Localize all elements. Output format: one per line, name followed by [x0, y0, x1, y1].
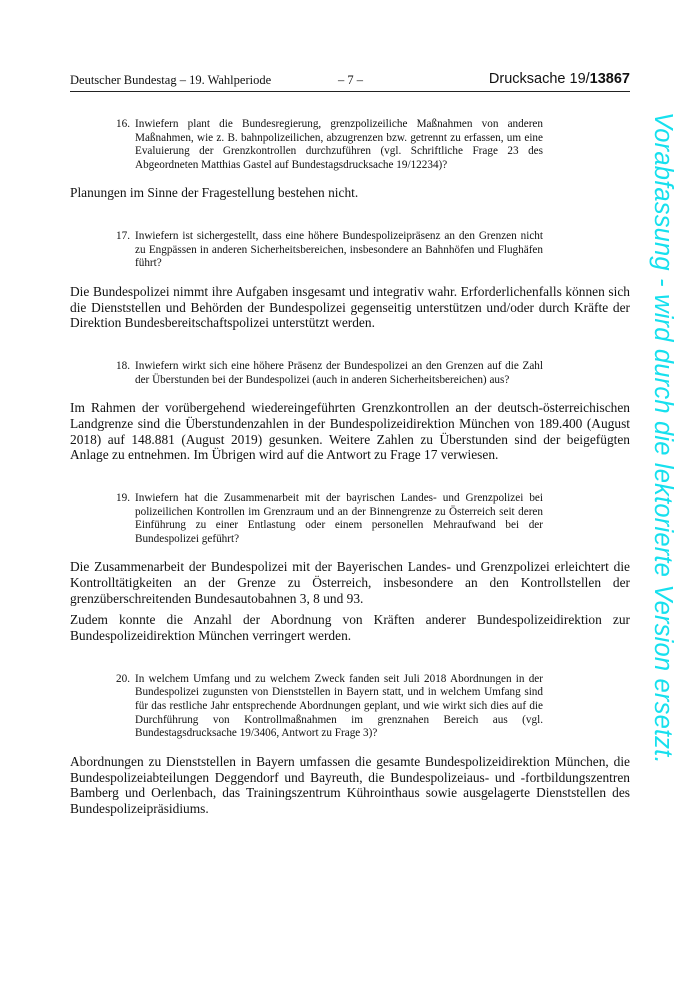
question-text: Inwiefern ist sichergestellt, dass eine höhere Bundespolizeipräsenz an den Grenzen nicht zu Engpässen in anderen Sicherheitsbereichen, insbesondere an Bahnhöfen und Flughäfen führt? — [135, 230, 543, 270]
draft-watermark: Vorabfassung - wird durch die lektorierte Version ersetzt. — [649, 112, 677, 764]
question-text: Inwiefern plant die Bundesregierung, grenzpolizeiliche Maßnahmen von anderen Maßnahmen, wie z. B. bahnpolizeilichen, abzugrenzen bzw. getrennt zu erfassen, um eine Evaluierung der Grenzkontrollen durchzuführen (vgl. Schriftliche Frage 23 des Abgeordneten Matthias Gastel auf Bundestagsdrucksache 19/12234)? — [135, 118, 543, 171]
answer-paragraph: Planungen im Sinne der Fragestellung bestehen nicht. — [70, 185, 359, 201]
document-number-prefix: 19/ — [569, 71, 590, 87]
question-19 — [116, 492, 543, 546]
question-20 — [116, 673, 543, 741]
answer-paragraph: Zudem konnte die Anzahl der Abordnung von Kräften anderer Bundespolizeidirektion zur Bundespolizeidirektion München verringert werden. — [70, 612, 630, 644]
question-text: In welchem Umfang und zu welchem Zweck fanden seit Juli 2018 Abordnungen in der Bundespolizei zugunsten von Dienststellen in Bayern statt, und in welchem Umfang sind für das restliche Jahr entsprechende Abordnungen geplant, und wie wirkt sich dies auf die Durchführung von Kontrollmaßnahmen im grenznahen Bereich aus (vgl. Bundestagsdrucksache 19/3406, Antwort zu Frage 3)? — [135, 672, 543, 740]
question-18 — [116, 360, 543, 387]
question-text: Inwiefern hat die Zusammenarbeit mit der bayrischen Landes- und Grenzpolizei bei polizeilichen Kontrollen im Grenzraum und an der Binnengrenze zu Österreich seit deren Einführung zu einer Entlastung oder einem personellen Mehraufwand bei der Bundespolizei geführt? — [135, 491, 543, 545]
answer-paragraph: Die Zusammenarbeit der Bundespolizei mit der Bayerischen Landes- und Grenzpolizei erleichtert die Kontrolltätigkeiten an der Grenze zu Österreich, insbesondere an den Kontrollstellen der grenzüberschreitenden Bundesautobahnen 3, 8 und 93. — [70, 559, 630, 606]
question-number: 19. — [116, 491, 130, 504]
question-number: 20. — [116, 672, 130, 685]
question-17 — [116, 230, 543, 271]
question-text: Inwiefern wirkt sich eine höhere Präsenz der Bundespolizei an den Grenzen auf die Zahl der Überstunden bei der Bundespolizei (auch in anderen Sicherheitsbereichen) aus? — [135, 359, 543, 386]
page-number: – 7 – — [338, 73, 363, 87]
document-number-main: 13867 — [589, 71, 630, 87]
page-content — [70, 118, 630, 817]
question-number: 17. — [116, 230, 130, 243]
answer-paragraph: Im Rahmen der vorübergehend wiedereingeführten Grenzkontrollen an der deutsch-österreichischen Landgrenze sind die Überstundenzahlen in der Bundespolizeidirektion München von 189.400 (August 2018) auf 148.881 (August 2019) gesunken. Weitere Zahlen zu Überstunden sind der beigefügten Anlage zu entnehmen. Im Übrigen wird auf die Antwort zu Frage 17 verwiesen. — [70, 400, 630, 463]
answer-paragraph: Die Bundespolizei nimmt ihre Aufgaben insgesamt und integrativ wahr. Erforderlichenfalls können sich die Dienststellen und Behörden der Bundespolizei gegenseitig unterstützen und/oder durch Kräfte der Direktion Bundesbereitschaftspolizei unterstützt werden. — [70, 283, 630, 331]
document-number — [489, 71, 630, 87]
answer-paragraph: Abordnungen zu Dienststellen in Bayern umfassen die gesamte Bundespolizeidirektion München, die Bundespolizeiabteilungen Deggendorf und Bayreuth, die Bundespolizeiaus- und -fortbildungszentren Bamberg und Oerlenbach, das Trainingszentrum Kührointhaus sowie ausgelagerte Dienststellen des Bundespolizeipräsidiums. — [70, 753, 630, 816]
question-number: 16. — [116, 118, 130, 130]
question-16 — [116, 118, 543, 172]
page-header — [70, 71, 630, 92]
question-number: 18. — [116, 359, 130, 372]
document-label: Drucksache — [488, 71, 566, 87]
header-publication: Deutscher Bundestag – 19. Wahlperiode — [70, 73, 272, 87]
